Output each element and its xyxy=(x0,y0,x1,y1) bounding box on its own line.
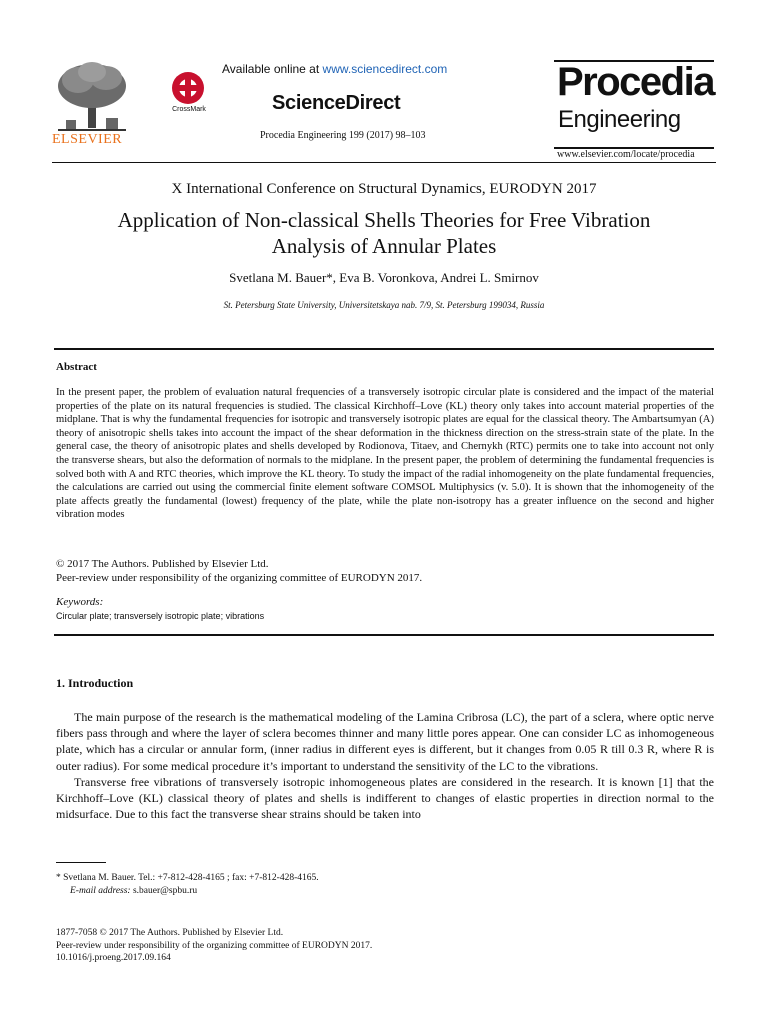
doi-line[interactable]: 10.1016/j.proeng.2017.09.164 xyxy=(56,953,171,963)
intro-paragraph-2: Transverse free vibrations of transversely isotropic inhomogeneous plates are considered in the research. It is known [1] that the Kirchhoff–Love (KL) classical theory of plates and shells is indifferent to changes of elastic properties in direction normal to the midsurface. Due to this fact the transverse shear strains should be taken into xyxy=(56,774,714,822)
conference-name: X International Conference on Structural Dynamics, EURODYN 2017 xyxy=(171,181,597,197)
abstract-top-rule xyxy=(54,348,714,350)
procedia-subtitle: Engineering xyxy=(558,106,681,133)
crossmark-label: CrossMark xyxy=(172,106,206,113)
authors: Svetlana M. Bauer*, Eva B. Voronkova, Andrei L. Smirnov xyxy=(229,270,539,285)
publisher-name: ELSEVIER xyxy=(52,132,123,147)
issn-block xyxy=(56,927,372,965)
available-online xyxy=(222,62,447,76)
footnote xyxy=(56,872,319,898)
intro-paragraph-1: The main purpose of the research is the mathematical modeling of the Lamina Cribrosa (LC), the part of a sclera, where optic nerve fibers pass through and where the layer of sclera becomes thinner and many little pores appear. One can consider LC as inhomogeneous plate, which has a circular or annular form, (inner radius in different eyes is different, but it changes from 0.05 R till 0.3 R, where R is outer radius). For some medical procedure it’s important to understand the sensitivity of the LC to the vibrations. xyxy=(56,710,714,773)
keywords-heading: Keywords: xyxy=(56,596,104,608)
email-label: E-mail address: xyxy=(70,886,131,896)
header-divider xyxy=(52,162,716,163)
title-line-1: Application of Non-classical Shells Theories for Free Vibration xyxy=(117,208,651,232)
copyright xyxy=(56,558,422,585)
email-address[interactable]: s.bauer@spbu.ru xyxy=(132,886,198,896)
keywords: Circular plate; transversely isotropic plate; vibrations xyxy=(56,611,265,621)
title-line-2: Analysis of Annular Plates xyxy=(271,234,497,258)
abstract-text: In the present paper, the problem of evaluation natural frequencies of a transversely isotropic circular plate is considered and the impact of the material properties of the plate on its natural frequencies is studied. The classical Kirchhoff–Love (KL) theory only takes into account material properties of the midplane. That is why the fundamental frequencies for isotropic and transversely isotropic plates are equal for the classical theory. The Ambartsumyan (A) theory of anisotropic shells takes into account the impact of the shear deformation in the thickness direction on the stress-strain state of the plate. In the general case, the theory of anisotropic plates and shells developed by Rodionova, Titaev, and Chernykh (RTC) permits one to take into account not only the transverse shears, but also the deformation of normals to the midplane. In the present paper, the problem of determining the fundamental frequencies is solved both with A and RTC theories, which improve the KL theory. To study the impact of the radial inhomogeneity on the plate fundamental frequencies, the calculations are carried out using the commercial finite element software COMSOL Multiphysics (v. 5.0). It is shown that the inhomogeneity of the plate affects greatly the fundamental (lowest) frequency of the plate, while the plate non-isotropy has a greater influence on the second and higher vibration modes xyxy=(56,387,714,521)
copyright-line-2: Peer-review under responsibility of the organizing committee of EURODYN 2017. xyxy=(56,571,423,584)
sciencedirect-link[interactable]: www.sciencedirect.com xyxy=(322,62,448,76)
abstract-bottom-rule xyxy=(54,634,714,636)
issn-line: 1877-7058 © 2017 The Authors. Published by Elsevier Ltd. xyxy=(56,928,284,938)
affiliation: St. Petersburg State University, Universitetskaya nab. 7/9, St. Petersburg 199034, Russia xyxy=(223,300,545,310)
procedia-url[interactable]: www.elsevier.com/locate/procedia xyxy=(557,149,695,160)
abstract-heading: Abstract xyxy=(56,361,97,373)
procedia-title: Procedia xyxy=(557,60,714,104)
sciencedirect-title: ScienceDirect xyxy=(272,92,401,114)
footnote-email-line xyxy=(56,885,319,898)
footnote-rule xyxy=(56,862,106,863)
introduction-body xyxy=(56,709,714,822)
section-heading-introduction: 1. Introduction xyxy=(56,676,134,690)
available-prefix: Available online at xyxy=(222,62,323,76)
footnote-contact: * Svetlana M. Bauer. Tel.: +7-812-428-4165 ; fax: +7-812-428-4165. xyxy=(56,873,319,883)
peer-review-line: Peer-review under responsibility of the organizing committee of EURODYN 2017. xyxy=(56,940,373,951)
journal-reference: Procedia Engineering 199 (2017) 98–103 xyxy=(260,130,426,141)
copyright-line-1: © 2017 The Authors. Published by Elsevier Ltd. xyxy=(56,558,269,570)
paper-title xyxy=(60,207,708,259)
